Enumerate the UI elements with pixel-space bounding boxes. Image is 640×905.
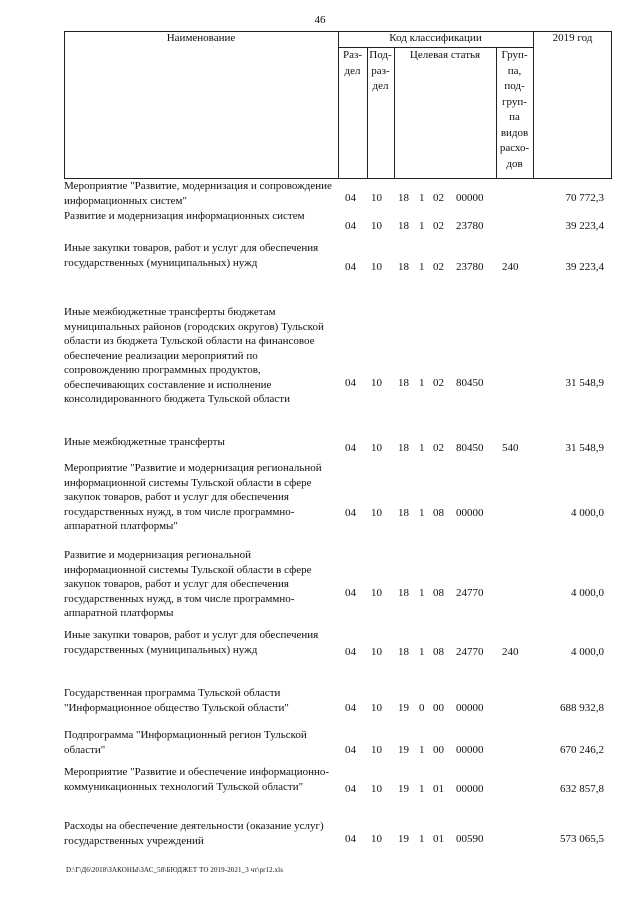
row-ts2: 1 [419, 833, 425, 845]
row-amount: 573 065,5 [560, 833, 604, 845]
row-podrazdel: 10 [371, 587, 382, 599]
header-classification: Код классификации [389, 32, 482, 44]
row-ts4: 24770 [456, 646, 484, 658]
row-razdel: 04 [345, 783, 356, 795]
row-ts4: 00000 [456, 702, 484, 714]
row-ts3: 02 [433, 192, 444, 204]
row-ts1: 18 [398, 646, 409, 658]
row-razdel: 04 [345, 646, 356, 658]
row-name: Расходы на обеспечение деятельности (оказание услуг) государственных учреждений [64, 820, 324, 847]
row-name: Иные межбюджетные трансферты [64, 436, 225, 448]
header-divider-podrazdel [394, 47, 395, 179]
header-name: Наименование [166, 32, 236, 44]
row-name: Государственная программа Тульской области "Информационное общество Тульской области" [64, 687, 289, 714]
row-amount: 688 932,8 [560, 702, 604, 714]
row-ts4: 00000 [456, 783, 484, 795]
row-ts3: 02 [433, 220, 444, 232]
page-number: 46 [314, 14, 326, 26]
row-ts3: 08 [433, 646, 444, 658]
row-amount: 39 223,4 [565, 261, 604, 273]
row-podrazdel: 10 [371, 192, 382, 204]
row-ts2: 1 [419, 261, 425, 273]
row-name: Иные закупки товаров, работ и услуг для обеспечения государственных (муниципальных) нужд [64, 242, 319, 269]
row-razdel: 04 [345, 744, 356, 756]
row-razdel: 04 [345, 507, 356, 519]
header-target-article: Целевая статья [409, 49, 481, 61]
row-podrazdel: 10 [371, 744, 382, 756]
row-ts4: 00000 [456, 744, 484, 756]
row-ts3: 02 [433, 261, 444, 273]
header-year: 2019 год [552, 32, 593, 44]
row-name: Иные межбюджетные трансферты бюджетам муниципальных районов (городских округов) Тульской области из бюджета Тульской области на финансовое обеспечение реализации мероприятий по сопровождению программных продуктов, обеспечивающих составление и исполнение консолидированного бюджета Тульской области [64, 306, 324, 405]
row-name: Развитие и модернизация информационных систем [64, 210, 305, 222]
footer-file-path: D:\Г\Д6\2018\ЗАКОНЫ\ЗАС_58\БЮДЖЕТ ТО 2019-2021_3 чт\pr12.xls [66, 866, 284, 874]
row-ts3: 08 [433, 587, 444, 599]
row-ts4: 00590 [456, 833, 484, 845]
row-ts4: 23780 [456, 261, 484, 273]
row-ts4: 24770 [456, 587, 484, 599]
row-group: 240 [502, 261, 519, 273]
row-group: 240 [502, 646, 519, 658]
row-amount: 31 548,9 [565, 377, 604, 389]
row-ts1: 19 [398, 702, 409, 714]
table-header [64, 31, 612, 179]
row-ts2: 1 [419, 192, 425, 204]
row-podrazdel: 10 [371, 442, 382, 454]
row-ts1: 18 [398, 442, 409, 454]
row-ts2: 1 [419, 744, 425, 756]
row-name: Развитие и модернизация региональной информационной системы Тульской области в сфере закупок товаров, работ и услуг для обеспечения государственных нужд, в том числе программно-аппаратной платформы [64, 549, 312, 619]
row-group: 540 [502, 442, 519, 454]
row-amount: 4 000,0 [571, 646, 604, 658]
row-ts3: 01 [433, 783, 444, 795]
row-ts4: 00000 [456, 507, 484, 519]
row-ts1: 18 [398, 192, 409, 204]
row-ts1: 18 [398, 507, 409, 519]
row-ts4: 23780 [456, 220, 484, 232]
row-name: Подпрограмма "Информационный регион Тульской области" [64, 729, 307, 756]
row-amount: 4 000,0 [571, 587, 604, 599]
row-podrazdel: 10 [371, 220, 382, 232]
row-podrazdel: 10 [371, 646, 382, 658]
row-ts3: 01 [433, 833, 444, 845]
row-ts3: 08 [433, 507, 444, 519]
header-divider-year [533, 31, 534, 179]
row-ts2: 1 [419, 220, 425, 232]
row-razdel: 04 [345, 261, 356, 273]
row-ts3: 02 [433, 377, 444, 389]
row-amount: 31 548,9 [565, 442, 604, 454]
row-ts1: 19 [398, 833, 409, 845]
row-name: Иные закупки товаров, работ и услуг для обеспечения государственных (муниципальных) нужд [64, 629, 319, 656]
row-ts1: 18 [398, 220, 409, 232]
row-razdel: 04 [345, 587, 356, 599]
row-ts1: 18 [398, 587, 409, 599]
row-ts3: 02 [433, 442, 444, 454]
row-ts4: 80450 [456, 442, 484, 454]
row-podrazdel: 10 [371, 507, 382, 519]
row-ts2: 1 [419, 442, 425, 454]
row-amount: 4 000,0 [571, 507, 604, 519]
row-razdel: 04 [345, 220, 356, 232]
row-ts1: 18 [398, 261, 409, 273]
row-razdel: 04 [345, 192, 356, 204]
row-ts1: 18 [398, 377, 409, 389]
row-ts2: 1 [419, 377, 425, 389]
row-podrazdel: 10 [371, 702, 382, 714]
row-ts3: 00 [433, 702, 444, 714]
row-podrazdel: 10 [371, 377, 382, 389]
row-name: Мероприятие "Развитие и обеспечение информационно-коммуникационных технологий Тульской области" [64, 766, 330, 793]
row-ts2: 0 [419, 702, 425, 714]
row-ts1: 19 [398, 744, 409, 756]
row-razdel: 04 [345, 377, 356, 389]
row-podrazdel: 10 [371, 261, 382, 273]
row-ts2: 1 [419, 783, 425, 795]
row-amount: 70 772,3 [565, 192, 604, 204]
header-group: Груп- па, под- груп- па видов расхо- дов [499, 49, 530, 170]
row-amount: 39 223,4 [565, 220, 604, 232]
row-name: Мероприятие "Развитие и модернизация региональной информационной системы Тульской области в сфере закупок товаров, работ и услуг для обеспечения государственных нужд, в том числе программно-аппаратной платформы" [64, 462, 322, 532]
row-ts2: 1 [419, 507, 425, 519]
row-amount: 632 857,8 [560, 783, 604, 795]
header-border-right [611, 31, 612, 179]
row-razdel: 04 [345, 702, 356, 714]
row-ts3: 00 [433, 744, 444, 756]
row-name: Мероприятие "Развитие, модернизация и сопровождение информационных систем" [64, 180, 332, 207]
row-razdel: 04 [345, 833, 356, 845]
header-razdel: Раз- дел [342, 49, 362, 77]
row-ts4: 80450 [456, 377, 484, 389]
row-ts2: 1 [419, 587, 425, 599]
row-podrazdel: 10 [371, 833, 382, 845]
header-podrazdel: Под- раз- дел [369, 49, 392, 92]
row-ts1: 19 [398, 783, 409, 795]
row-ts4: 00000 [456, 192, 484, 204]
row-ts2: 1 [419, 646, 425, 658]
row-podrazdel: 10 [371, 783, 382, 795]
row-amount: 670 246,2 [560, 744, 604, 756]
header-border-left [64, 31, 65, 179]
row-razdel: 04 [345, 442, 356, 454]
